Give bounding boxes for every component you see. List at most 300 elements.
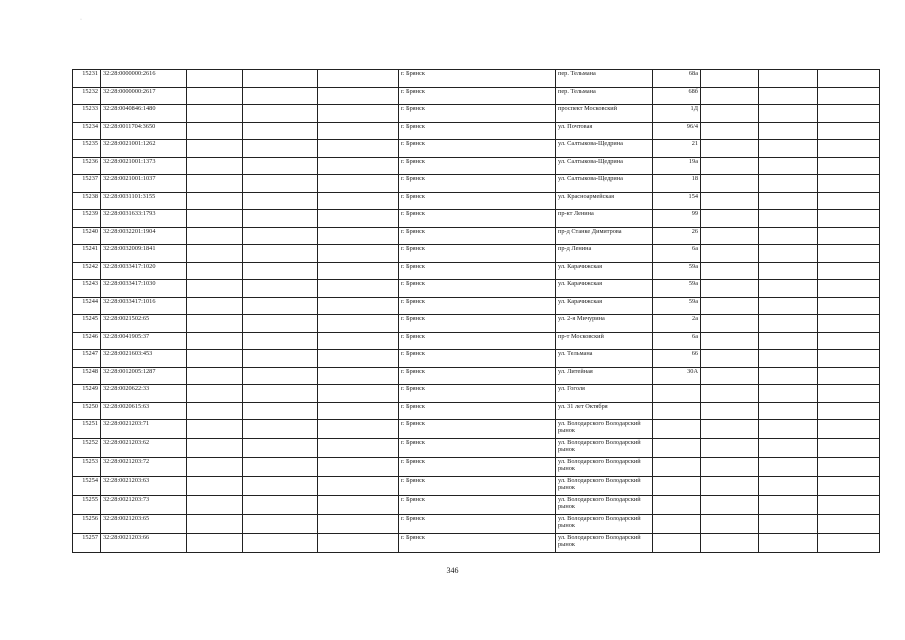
address-cell: проспект Московский <box>556 105 653 123</box>
empty-cell <box>318 515 399 534</box>
city-cell: г. Брянск <box>399 70 556 88</box>
empty-cell <box>243 477 318 496</box>
empty-cell <box>187 210 243 228</box>
empty-cell <box>243 105 318 123</box>
cadastral-number: 32:28:0021502:65 <box>101 315 187 333</box>
empty-cell <box>818 262 880 280</box>
empty-cell <box>318 105 399 123</box>
address-cell: ул. Карачижская <box>556 280 653 298</box>
cadastral-number: 32:28:0033417:1030 <box>101 280 187 298</box>
city-cell: г. Брянск <box>399 420 556 439</box>
empty-cell <box>318 315 399 333</box>
row-number: 15242 <box>73 262 101 280</box>
row-number: 15244 <box>73 297 101 315</box>
cadastral-number: 32:28:0020622:33 <box>101 385 187 403</box>
empty-cell <box>187 87 243 105</box>
empty-cell <box>818 402 880 420</box>
row-number: 15243 <box>73 280 101 298</box>
empty-cell <box>701 477 759 496</box>
empty-cell <box>818 297 880 315</box>
cadastral-number: 32:28:0021203:73 <box>101 496 187 515</box>
empty-cell <box>318 534 399 553</box>
cadastral-number: 32:28:0020615:63 <box>101 402 187 420</box>
row-number: 15256 <box>73 515 101 534</box>
empty-cell <box>701 87 759 105</box>
table-row <box>73 367 880 385</box>
empty-cell <box>818 280 880 298</box>
house-number <box>653 534 701 553</box>
cadastral-number: 32:28:0021203:62 <box>101 439 187 458</box>
house-number: 96/4 <box>653 122 701 140</box>
empty-cell <box>701 367 759 385</box>
empty-cell <box>187 297 243 315</box>
empty-cell <box>318 227 399 245</box>
empty-cell <box>187 70 243 88</box>
house-number: 21 <box>653 140 701 158</box>
empty-cell <box>701 439 759 458</box>
cadastral-number: 32:28:0012005:1287 <box>101 367 187 385</box>
table-row <box>73 245 880 263</box>
house-number: 19а <box>653 157 701 175</box>
city-cell: г. Брянск <box>399 210 556 228</box>
table-row <box>73 350 880 368</box>
address-cell: пр-д Ленина <box>556 245 653 263</box>
row-number: 15235 <box>73 140 101 158</box>
empty-cell <box>187 175 243 193</box>
empty-cell <box>318 458 399 477</box>
empty-cell <box>818 515 880 534</box>
empty-cell <box>243 140 318 158</box>
empty-cell <box>759 262 818 280</box>
empty-cell <box>187 227 243 245</box>
empty-cell <box>701 245 759 263</box>
empty-cell <box>187 477 243 496</box>
empty-cell <box>187 245 243 263</box>
cadastral-number: 32:28:0021203:66 <box>101 534 187 553</box>
empty-cell <box>701 70 759 88</box>
empty-cell <box>818 122 880 140</box>
address-cell: ул. Володарского Володарский рынок <box>556 439 653 458</box>
cadastral-number: 32:28:0031633:1793 <box>101 210 187 228</box>
cadastral-number: 32:28:0021203:65 <box>101 515 187 534</box>
empty-cell <box>818 496 880 515</box>
empty-cell <box>759 70 818 88</box>
cadastral-number: 32:28:0021001:1037 <box>101 175 187 193</box>
empty-cell <box>243 175 318 193</box>
empty-cell <box>759 402 818 420</box>
address-cell: ул. Володарского Володарский рынок <box>556 477 653 496</box>
empty-cell <box>701 192 759 210</box>
page-number: 346 <box>446 566 459 575</box>
row-number: 15232 <box>73 87 101 105</box>
cadastral-number: 32:28:0011704:3650 <box>101 122 187 140</box>
row-number: 15241 <box>73 245 101 263</box>
house-number: 6а <box>653 245 701 263</box>
table-row <box>73 315 880 333</box>
address-cell: ул. Салтыкова-Щедрина <box>556 140 653 158</box>
row-number: 15238 <box>73 192 101 210</box>
empty-cell <box>318 367 399 385</box>
empty-cell <box>818 458 880 477</box>
house-number: 18 <box>653 175 701 193</box>
address-cell: ул. Салтыкова-Щедрина <box>556 157 653 175</box>
table-row <box>73 515 880 534</box>
house-number: 6а <box>653 332 701 350</box>
empty-cell <box>243 439 318 458</box>
empty-cell <box>701 385 759 403</box>
row-number: 15231 <box>73 70 101 88</box>
empty-cell <box>818 192 880 210</box>
address-cell: ул. Володарского Володарский рынок <box>556 515 653 534</box>
cadastral-number: 32:28:0000000:2617 <box>101 87 187 105</box>
empty-cell <box>759 367 818 385</box>
empty-cell <box>759 227 818 245</box>
empty-cell <box>759 385 818 403</box>
empty-cell <box>818 70 880 88</box>
empty-cell <box>318 477 399 496</box>
address-cell: ул. Литейная <box>556 367 653 385</box>
house-number <box>653 402 701 420</box>
table-row <box>73 496 880 515</box>
address-cell: ул. Володарского Володарский рынок <box>556 534 653 553</box>
row-number: 15240 <box>73 227 101 245</box>
house-number: 68б <box>653 87 701 105</box>
empty-cell <box>187 385 243 403</box>
address-cell: ул. Почтовая <box>556 122 653 140</box>
row-number: 15236 <box>73 157 101 175</box>
empty-cell <box>187 157 243 175</box>
empty-cell <box>318 87 399 105</box>
empty-cell <box>701 420 759 439</box>
cadastral-number: 32:28:0040846:1480 <box>101 105 187 123</box>
row-number: 15249 <box>73 385 101 403</box>
address-cell: ул. Володарского Володарский рынок <box>556 458 653 477</box>
empty-cell <box>243 496 318 515</box>
house-number: 59а <box>653 262 701 280</box>
empty-cell <box>759 420 818 439</box>
empty-cell <box>701 350 759 368</box>
house-number <box>653 496 701 515</box>
table-row <box>73 157 880 175</box>
cadastral-number: 32:28:0021203:71 <box>101 420 187 439</box>
city-cell: г. Брянск <box>399 402 556 420</box>
empty-cell <box>759 332 818 350</box>
city-cell: г. Брянск <box>399 458 556 477</box>
table-row <box>73 105 880 123</box>
house-number: 59а <box>653 297 701 315</box>
empty-cell <box>187 315 243 333</box>
empty-cell <box>818 157 880 175</box>
address-cell: ул. Карачижская <box>556 262 653 280</box>
table-row <box>73 210 880 228</box>
empty-cell <box>318 385 399 403</box>
empty-cell <box>818 385 880 403</box>
empty-cell <box>318 350 399 368</box>
table-row <box>73 534 880 553</box>
city-cell: г. Брянск <box>399 515 556 534</box>
row-number: 15251 <box>73 420 101 439</box>
empty-cell <box>187 402 243 420</box>
cadastral-number: 32:28:0033417:1020 <box>101 262 187 280</box>
cadastral-number: 32:28:0031101:3155 <box>101 192 187 210</box>
empty-cell <box>701 262 759 280</box>
address-cell: ул. Салтыкова-Щедрина <box>556 175 653 193</box>
house-number <box>653 458 701 477</box>
empty-cell <box>318 420 399 439</box>
row-number: 15250 <box>73 402 101 420</box>
empty-cell <box>701 210 759 228</box>
empty-cell <box>759 515 818 534</box>
empty-cell <box>701 140 759 158</box>
empty-cell <box>187 280 243 298</box>
house-number <box>653 515 701 534</box>
table-body <box>73 70 880 553</box>
table-row <box>73 420 880 439</box>
cadastral-number: 32:28:0041905:37 <box>101 332 187 350</box>
empty-cell <box>818 367 880 385</box>
house-number: 1Д <box>653 105 701 123</box>
city-cell: г. Брянск <box>399 534 556 553</box>
empty-cell <box>243 402 318 420</box>
empty-cell <box>243 315 318 333</box>
row-number: 15247 <box>73 350 101 368</box>
empty-cell <box>701 534 759 553</box>
empty-cell <box>318 122 399 140</box>
empty-cell <box>318 157 399 175</box>
empty-cell <box>818 439 880 458</box>
empty-cell <box>701 175 759 193</box>
city-cell: г. Брянск <box>399 332 556 350</box>
empty-cell <box>243 332 318 350</box>
empty-cell <box>243 280 318 298</box>
empty-cell <box>701 297 759 315</box>
empty-cell <box>701 458 759 477</box>
empty-cell <box>243 122 318 140</box>
address-cell: ул. Тельмана <box>556 350 653 368</box>
house-number: 66 <box>653 350 701 368</box>
empty-cell <box>701 332 759 350</box>
empty-cell <box>187 496 243 515</box>
address-cell: пр-кт Ленина <box>556 210 653 228</box>
cadastral-number: 32:28:0021203:72 <box>101 458 187 477</box>
cadastral-number: 32:28:0021001:1373 <box>101 157 187 175</box>
empty-cell <box>318 245 399 263</box>
empty-cell <box>243 515 318 534</box>
empty-cell <box>187 122 243 140</box>
empty-cell <box>759 534 818 553</box>
address-cell: ул. 31 лет Октября <box>556 402 653 420</box>
address-cell: пр-д Станке Димитрова <box>556 227 653 245</box>
address-cell: ул. Володарского Володарский рынок <box>556 496 653 515</box>
city-cell: г. Брянск <box>399 496 556 515</box>
address-cell: ул. 2-я Мичурина <box>556 315 653 333</box>
city-cell: г. Брянск <box>399 105 556 123</box>
empty-cell <box>318 280 399 298</box>
house-number <box>653 439 701 458</box>
registry-table <box>72 69 880 553</box>
empty-cell <box>187 367 243 385</box>
empty-cell <box>187 192 243 210</box>
empty-cell <box>759 245 818 263</box>
address-cell: ул. Карачижская <box>556 297 653 315</box>
city-cell: г. Брянск <box>399 385 556 403</box>
empty-cell <box>701 105 759 123</box>
empty-cell <box>243 262 318 280</box>
address-cell: ул. Володарского Володарский рынок <box>556 420 653 439</box>
empty-cell <box>818 315 880 333</box>
house-number: 2а <box>653 315 701 333</box>
empty-cell <box>318 210 399 228</box>
city-cell: г. Брянск <box>399 367 556 385</box>
row-number: 15255 <box>73 496 101 515</box>
empty-cell <box>759 477 818 496</box>
city-cell: г. Брянск <box>399 175 556 193</box>
empty-cell <box>187 262 243 280</box>
empty-cell <box>243 420 318 439</box>
empty-cell <box>243 157 318 175</box>
empty-cell <box>243 210 318 228</box>
city-cell: г. Брянск <box>399 140 556 158</box>
empty-cell <box>759 192 818 210</box>
empty-cell <box>318 332 399 350</box>
row-number: 15254 <box>73 477 101 496</box>
empty-cell <box>759 157 818 175</box>
table-row <box>73 122 880 140</box>
empty-cell <box>759 297 818 315</box>
city-cell: г. Брянск <box>399 315 556 333</box>
empty-cell <box>243 350 318 368</box>
address-cell: пер. Тельмана <box>556 70 653 88</box>
empty-cell <box>818 87 880 105</box>
empty-cell <box>818 210 880 228</box>
table-row <box>73 280 880 298</box>
city-cell: г. Брянск <box>399 87 556 105</box>
address-cell: ул. Гоголя <box>556 385 653 403</box>
row-number: 15252 <box>73 439 101 458</box>
address-cell: ул. Красноармейская <box>556 192 653 210</box>
cadastral-number: 32:28:0000000:2616 <box>101 70 187 88</box>
empty-cell <box>243 385 318 403</box>
cadastral-number: 32:28:0021001:1262 <box>101 140 187 158</box>
empty-cell <box>187 105 243 123</box>
empty-cell <box>759 496 818 515</box>
address-cell: пер. Тельмана <box>556 87 653 105</box>
table-row <box>73 140 880 158</box>
house-number: 68а <box>653 70 701 88</box>
empty-cell <box>187 458 243 477</box>
empty-cell <box>818 245 880 263</box>
empty-cell <box>243 534 318 553</box>
empty-cell <box>759 122 818 140</box>
empty-cell <box>701 227 759 245</box>
city-cell: г. Брянск <box>399 297 556 315</box>
empty-cell <box>187 350 243 368</box>
empty-cell <box>318 297 399 315</box>
table-row <box>73 227 880 245</box>
table-row <box>73 402 880 420</box>
empty-cell <box>818 420 880 439</box>
empty-cell <box>759 175 818 193</box>
city-cell: г. Брянск <box>399 262 556 280</box>
empty-cell <box>759 350 818 368</box>
table-row <box>73 477 880 496</box>
table-row <box>73 458 880 477</box>
table-row <box>73 175 880 193</box>
row-number: 15253 <box>73 458 101 477</box>
empty-cell <box>701 280 759 298</box>
cadastral-number: 32:28:0033417:1016 <box>101 297 187 315</box>
city-cell: г. Брянск <box>399 157 556 175</box>
city-cell: г. Брянск <box>399 439 556 458</box>
empty-cell <box>318 175 399 193</box>
empty-cell <box>759 315 818 333</box>
row-number: 15233 <box>73 105 101 123</box>
table-row <box>73 439 880 458</box>
row-number: 15237 <box>73 175 101 193</box>
empty-cell <box>243 87 318 105</box>
empty-cell <box>701 315 759 333</box>
corner-mark: · <box>80 17 82 23</box>
cadastral-number: 32:28:0032009:1841 <box>101 245 187 263</box>
table-row <box>73 87 880 105</box>
empty-cell <box>318 439 399 458</box>
empty-cell <box>318 192 399 210</box>
row-number: 15257 <box>73 534 101 553</box>
empty-cell <box>818 534 880 553</box>
empty-cell <box>818 350 880 368</box>
city-cell: г. Брянск <box>399 350 556 368</box>
empty-cell <box>759 105 818 123</box>
empty-cell <box>318 140 399 158</box>
empty-cell <box>759 439 818 458</box>
empty-cell <box>243 245 318 263</box>
table-row <box>73 192 880 210</box>
row-number: 15248 <box>73 367 101 385</box>
empty-cell <box>243 70 318 88</box>
empty-cell <box>318 70 399 88</box>
house-number: 30А <box>653 367 701 385</box>
empty-cell <box>243 297 318 315</box>
empty-cell <box>318 402 399 420</box>
empty-cell <box>187 534 243 553</box>
house-number <box>653 477 701 496</box>
empty-cell <box>759 87 818 105</box>
empty-cell <box>818 332 880 350</box>
city-cell: г. Брянск <box>399 280 556 298</box>
city-cell: г. Брянск <box>399 477 556 496</box>
empty-cell <box>318 496 399 515</box>
empty-cell <box>818 105 880 123</box>
table-row <box>73 262 880 280</box>
empty-cell <box>818 477 880 496</box>
cadastral-number: 32:28:0021203:63 <box>101 477 187 496</box>
empty-cell <box>187 420 243 439</box>
row-number: 15239 <box>73 210 101 228</box>
empty-cell <box>818 140 880 158</box>
empty-cell <box>243 367 318 385</box>
house-number: 99 <box>653 210 701 228</box>
empty-cell <box>243 227 318 245</box>
empty-cell <box>701 496 759 515</box>
empty-cell <box>818 227 880 245</box>
empty-cell <box>187 439 243 458</box>
city-cell: г. Брянск <box>399 192 556 210</box>
empty-cell <box>701 515 759 534</box>
city-cell: г. Брянск <box>399 245 556 263</box>
empty-cell <box>187 140 243 158</box>
empty-cell <box>759 140 818 158</box>
empty-cell <box>818 175 880 193</box>
